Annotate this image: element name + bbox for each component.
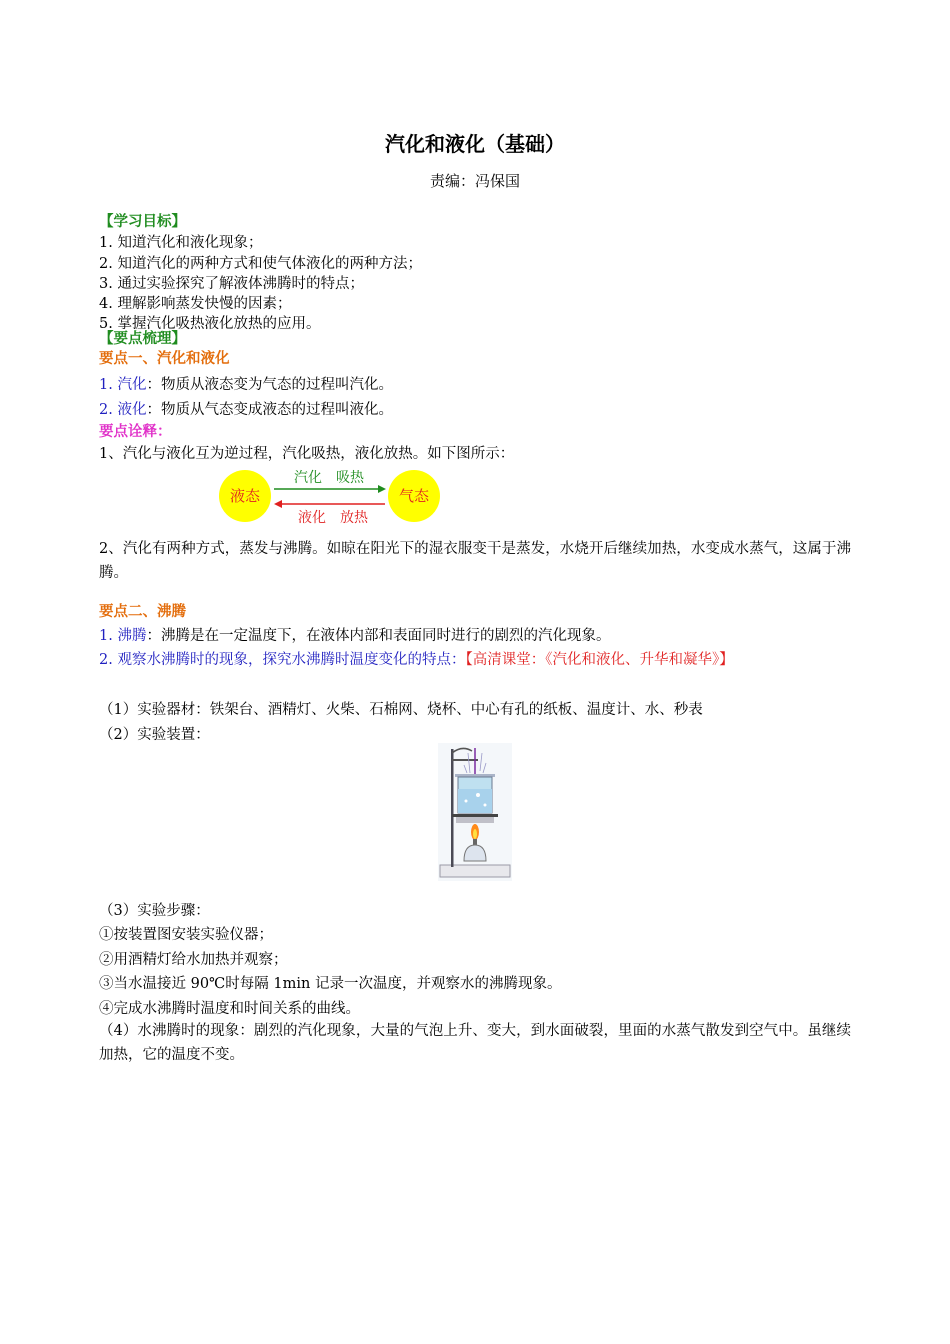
review-heading: 【要点梳理】: [99, 331, 186, 347]
term-liquefaction: 2. 液化: [99, 402, 147, 418]
liquid-label: 液态: [229, 487, 261, 505]
gas-label: 气态: [398, 487, 430, 505]
observation-instruction: [99, 648, 851, 672]
term-boiling: 1. 沸腾: [99, 628, 147, 644]
experiment-setup-label: （2）实验装置：: [99, 727, 210, 743]
objective-item: 2. 知道汽化的两种方式和使气体液化的两种方法；: [99, 256, 422, 272]
step-item: ②用酒精灯给水加热并观察；: [99, 952, 288, 968]
section-heading-point2: 要点二、沸腾: [99, 604, 186, 620]
objective-item: 4. 理解影响蒸发快慢的因素；: [99, 296, 292, 312]
note-heading: 要点诠释：: [99, 424, 172, 440]
hd-class-link[interactable]: 【高清课堂：《汽化和液化、升华和凝华》】: [465, 652, 734, 668]
objective-item: 1. 知道汽化和液化现象；: [99, 235, 263, 251]
definition-text: ：沸腾是在一定温度下，在液体内部和表面同时进行的剧烈的汽化现象。: [146, 628, 611, 644]
forward-arrowhead: [378, 485, 386, 493]
observation-text: 2. 观察水沸腾时的现象，探究水沸腾时温度变化的特点：: [99, 652, 466, 668]
phase-change-diagram: [218, 468, 440, 524]
definition-liquefaction: [99, 398, 393, 419]
definition-text: ：物质从液态变为气态的过程叫汽化。: [146, 377, 393, 393]
note-2: 2、汽化有两种方式，蒸发与沸腾。如晾在阳光下的湿衣服变干是蒸发，水烧开后继续加热，水变成水蒸气，这属于沸腾。: [99, 541, 851, 581]
definition-text: ：物质从气态变成液态的过程叫液化。: [146, 402, 393, 418]
step-item: ③当水温接近 90℃时每隔 1min 记录一次温度，并观察水的沸腾现象。: [99, 976, 562, 992]
objective-item: 3. 通过实验探究了解液体沸腾时的特点；: [99, 276, 364, 292]
experiment-materials: （1）实验器材：铁架台、酒精灯、火柴、石棉网、烧杯、中心有孔的纸板、温度计、水、秒表: [99, 702, 703, 718]
definition-vaporization: [99, 373, 393, 394]
step-item: ④完成水沸腾时温度和时间关系的曲线。: [99, 1001, 360, 1017]
reverse-arrowhead: [274, 500, 282, 508]
step-item: ①按装置图安装实验仪器；: [99, 927, 273, 943]
note-1: 1、汽化与液化互为逆过程，汽化吸热，液化放热。如下图所示：: [99, 446, 515, 462]
page-title: 汽化和液化（基础）: [385, 132, 565, 156]
vaporize-absorb-label: 汽化 吸热: [294, 470, 364, 486]
steps-heading: （3）实验步骤：: [99, 903, 210, 919]
liquefy-release-label: 液化 放热: [298, 510, 368, 524]
term-vaporization: 1. 汽化: [99, 377, 147, 393]
objectives-heading: 【学习目标】: [99, 214, 186, 230]
definition-boiling: [99, 624, 610, 645]
editor-credit: 责编：冯保国: [429, 172, 520, 190]
boiling-apparatus-image: [438, 743, 512, 881]
boiling-phenomenon: （4）水沸腾时的现象：剧烈的汽化现象，大量的气泡上升、变大，到水面破裂，里面的水蒸气散发到空气中。虽继续加热，它的温度不变。: [99, 1023, 851, 1063]
section-heading-point1: 要点一、汽化和液化: [99, 351, 230, 367]
objective-item: 5. 掌握汽化吸热液化放热的应用。: [99, 316, 321, 332]
